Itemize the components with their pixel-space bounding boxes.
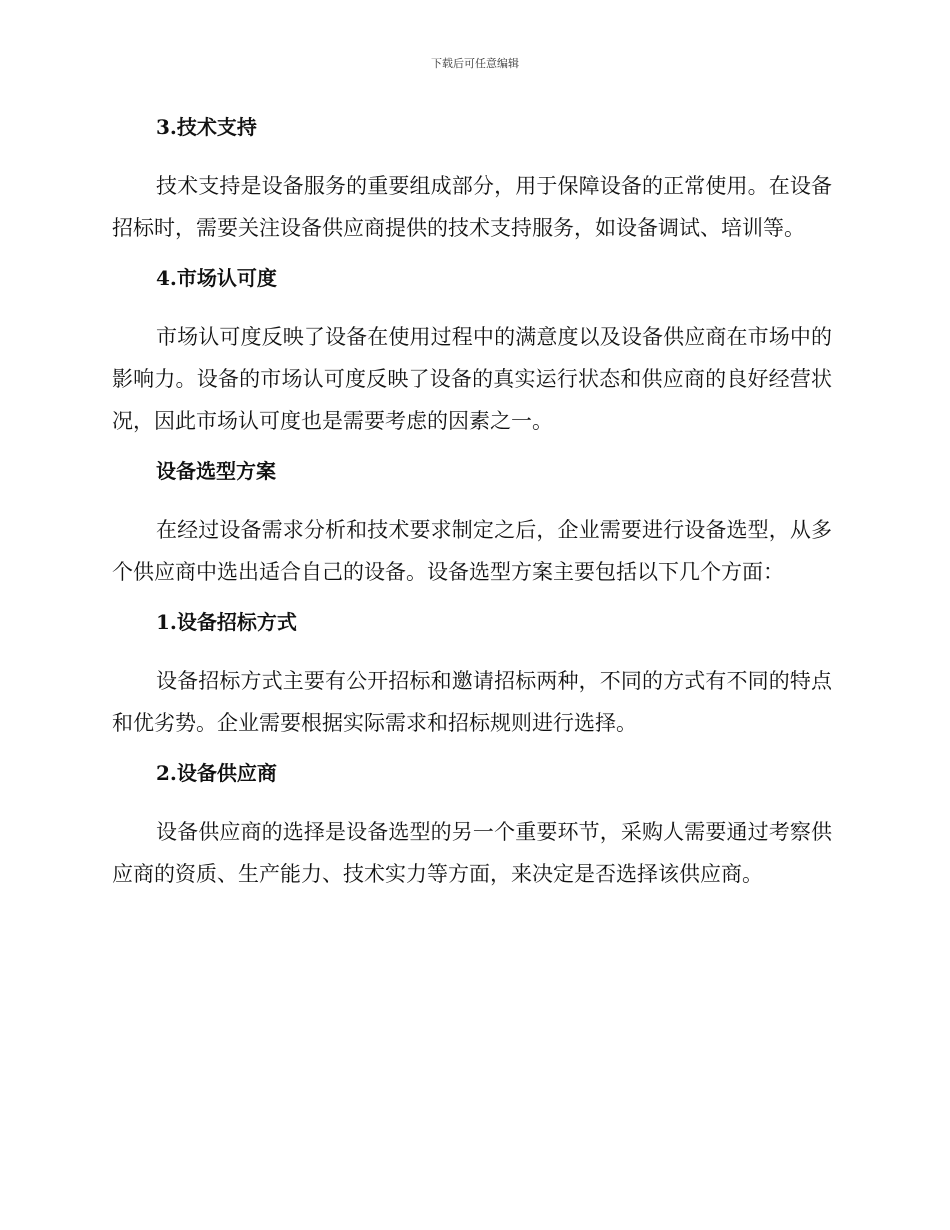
- section-heading-market-recognition: 4.市场认可度: [156, 266, 277, 290]
- section-heading-technical-support: 3.技术支持: [156, 115, 257, 139]
- document-body: [112, 112, 832, 909]
- section-paragraph-bidding-method: 设备招标方式主要有公开招标和邀请招标两种，不同的方式有不同的特点和优劣势。企业需要根据实际需求和招标规则进行选择。: [112, 669, 832, 735]
- section-heading-supplier: 2.设备供应商: [156, 761, 277, 785]
- page-header: 下载后可任意编辑: [431, 57, 519, 70]
- section-heading-bidding-method: 1.设备招标方式: [156, 610, 297, 634]
- section-paragraph-selection-plan: 在经过设备需求分析和技术要求制定之后，企业需要进行设备选型，从多个供应商中选出适合自己的设备。设备选型方案主要包括以下几个方面：: [112, 518, 832, 584]
- section-paragraph-market-recognition: 市场认可度反映了设备在使用过程中的满意度以及设备供应商在市场中的影响力。设备的市场认可度反映了设备的真实运行状态和供应商的良好经营状况，因此市场认可度也是需要考虑的因素之一。: [112, 325, 832, 433]
- section-paragraph-technical-support: 技术支持是设备服务的重要组成部分，用于保障设备的正常使用。在设备招标时，需要关注设备供应商提供的技术支持服务，如设备调试、培训等。: [112, 174, 832, 240]
- section-paragraph-supplier: 设备供应商的选择是设备选型的另一个重要环节，采购人需要通过考察供应商的资质、生产能力、技术实力等方面，来决定是否选择该供应商。: [112, 820, 832, 886]
- section-heading-selection-plan: 设备选型方案: [156, 459, 276, 483]
